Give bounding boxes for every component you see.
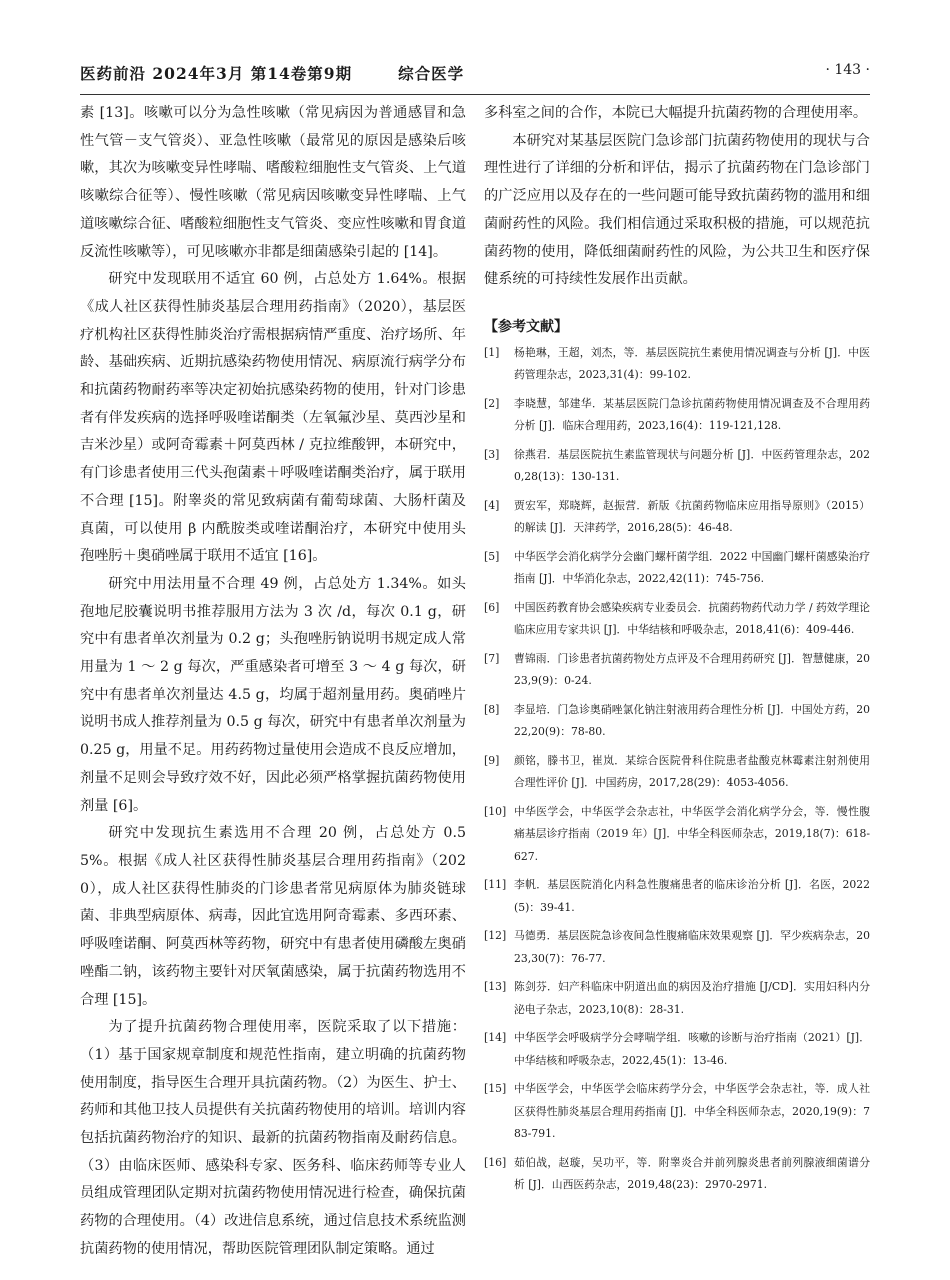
reference-item xyxy=(484,976,870,1021)
reference-number: [14] xyxy=(484,1031,507,1045)
reference-number: [3] xyxy=(484,447,500,461)
page-header xyxy=(80,56,870,95)
reference-number: [6] xyxy=(484,600,500,614)
reference-number: [7] xyxy=(484,651,500,665)
reference-text: 马德勇．基层医院急诊夜间急性腹痛临床效果观察 [J]．罕少疾病杂志，2023,30(7)：76-77. xyxy=(514,929,870,965)
reference-item xyxy=(484,546,870,591)
reference-number: [9] xyxy=(484,753,500,767)
reference-item xyxy=(484,1078,870,1146)
reference-item xyxy=(484,874,870,919)
reference-text: 陈剑芬．妇产科临床中阴道出血的病因及治疗措施 [J/CD]．实用妇科内分泌电子杂志，2023,10(8)：28-31. xyxy=(514,980,870,1016)
body-paragraph: 为了提升抗菌药物合理使用率，医院采取了以下措施：（1）基于国家规章制度和规范性指南，建立明确的抗菌药物使用制度，指导医生合理开具抗菌药物。（2）为医生、护士、药师和其他卫技人员提供有关抗菌药物使用的培训。培训内容包括抗菌药物治疗的知识、最新的抗菌药物指南及耐药信息。（3）由临床医师、感染科专家、医务科、临床药师等专业人员组成管理团队定期对抗菌药物使用情况进行检查，确保抗菌药物的合理使用。（4）改进信息系统，通过信息技术系统监测抗菌药物的使用情况，帮助医院管理团队制定策略。通过 xyxy=(80,1019,466,1257)
reference-text: 颜铭，滕书卫，崔岚．某综合医院骨科住院患者盐酸克林霉素注射剂使用合理性评价 [J]．中国药房，2017,28(29)：4053-4056. xyxy=(514,753,870,790)
reference-item xyxy=(484,393,870,438)
journal-issue: 医药前沿 2024年3月 第14卷第9期 xyxy=(80,64,353,83)
body-paragraph: 本研究对某基层医院门急诊部门抗菌药物使用的现状与合理性进行了详细的分析和评估，揭示了抗菌药物在门急诊部门的广泛应用以及存在的一些问题可能导致抗菌药物的滥用和细菌耐药性的风险。我们相信通过采取积极的措施，可以规范抗菌药物的使用，降低细菌耐药性的风险，为公共卫生和医疗保健系统的可持续性发展作出贡献。 xyxy=(484,132,870,288)
reference-text: 中华医学会，中华医学会临床药学分会，中华医学会杂志社，等．成人社区获得性肺炎基层合理用药指南 [J]．中华全科医师杂志，2020,19(9)：783-791. xyxy=(514,1082,870,1141)
reference-item xyxy=(484,801,870,869)
reference-number: [1] xyxy=(484,345,500,359)
body-paragraph: 研究中用法用量不合理 49 例，占总处方 1.34%。如头孢地尼胶囊说明书推荐服用方法为 3 次 /d，每次 0.1 g，研究中有患者单次剂量为 0.2 g；头孢唑肟钠说明书规定成人常用量为 1 ～ 2 g 每次，严重感染者可增至 3 ～ 4 g 每次，研究中有患者单次剂量达 4.5 g，均属于超剂量用药。奥硝唑片说明书成人推荐剂量为 0.5 g 每次，研究中有患者单次剂量为 0.25 g，用量不足。用药药物过量使用会造成不良反应增加，剂量不足则会导致疗效不好，因此必须严格掌握抗菌药物使用剂量 [6]。 xyxy=(80,575,466,814)
reference-number: [10] xyxy=(484,804,507,818)
header-journal-info xyxy=(80,62,464,84)
reference-number: [13] xyxy=(484,980,507,994)
reference-item xyxy=(484,648,870,693)
reference-text: 杨艳琳，王超，刘杰，等．基层医院抗生素使用情况调查与分析 [J]．中医药管理杂志，2023,31(4)：99-102. xyxy=(514,345,870,382)
reference-number: [5] xyxy=(484,549,500,563)
reference-text: 中华医学会呼吸病学分会哮喘学组．咳嗽的诊断与治疗指南（2021）[J]．中华结核和呼吸杂志，2022,45(1)：13-46. xyxy=(514,1031,870,1067)
reference-item xyxy=(484,444,870,489)
page-number: · 143 · xyxy=(825,62,870,78)
reference-number: [16] xyxy=(484,1155,507,1169)
reference-number: [4] xyxy=(484,498,500,512)
reference-number: [8] xyxy=(484,702,500,716)
reference-text: 贾宏军，郑晓辉，赵振营．新版《抗菌药物临床应用指导原则》（2015）的解读 [J]．天津药学，2016,28(5)：46-48. xyxy=(514,498,870,535)
reference-item xyxy=(484,342,870,387)
reference-item xyxy=(484,597,870,642)
reference-text: 曹锦雨．门诊患者抗菌药物处方点评及不合理用药研究 [J]．智慧健康，2023,9(9)：0-24. xyxy=(514,651,870,688)
right-column xyxy=(484,100,870,1203)
references-heading: 【参考文献】 xyxy=(484,318,568,335)
reference-number: [12] xyxy=(484,929,507,943)
reference-item xyxy=(484,699,870,744)
reference-text: 李帆．基层医院消化内科急性腹痛患者的临床诊治分析 [J]．名医，2022(5)：39-41. xyxy=(514,878,870,914)
body-paragraph: 研究中发现抗生素选用不合理 20 例，占总处方 0.55%。根据《成人社区获得性肺炎基层合理用药指南》（2020），成人社区获得性肺炎的门诊患者常见病原体为肺炎链球菌、非典型病原体、病毒，因此宜选用阿奇霉素、多西环素、呼吸喹诺酮、阿莫西林等药物，研究中有患者使用磷酸左奥硝唑酯二钠，该药物主要针对厌氧菌感染，属于抗菌药物选用不合理 [15]。 xyxy=(80,825,466,1008)
reference-item xyxy=(484,750,870,795)
reference-number: [15] xyxy=(484,1082,507,1096)
reference-text: 李显培．门急诊奥硝唑氯化钠注射液用药合理性分析 [J]．中国处方药，2022,20(9)：78-80. xyxy=(514,702,870,739)
body-paragraph: 素 [13]。咳嗽可以分为急性咳嗽（常见病因为普通感冒和急性气管－支气管炎）、亚急性咳嗽（最常见的原因是感染后咳嗽，其次为咳嗽变异性哮喘、嗜酸粒细胞性支气管炎、上气道咳嗽综合征等）、慢性咳嗽（常见病因咳嗽变异性哮喘、上气道咳嗽综合征、嗜酸粒细胞性支气管炎、变应性咳嗽和胃食道反流性咳嗽等），可见咳嗽亦非都是细菌感染引起的 [14]。 xyxy=(80,105,466,260)
reference-text: 中华医学会，中华医学会杂志社，中华医学会消化病学分会，等．慢性腹痛基层诊疗指南（2019 年）[J]．中华全科医师杂志，2019,18(7)：618-627. xyxy=(514,804,870,863)
reference-item xyxy=(484,1027,870,1072)
reference-text: 茹伯战，赵璇，吴功平，等．附睾炎合并前列腺炎患者前列腺液细菌谱分析 [J]．山西医药杂志，2019,48(23)：2970-2971. xyxy=(514,1155,870,1192)
reference-text: 徐燕君．基层医院抗生素监管现状与问题分析 [J]．中医药管理杂志，2020,28(13)：130-131. xyxy=(514,447,870,484)
reference-item xyxy=(484,1152,870,1197)
reference-text: 中华医学会消化病学分会幽门螺杆菌学组．2022 中国幽门螺杆菌感染治疗指南 [J]．中华消化杂志，2022,42(11)：745-756. xyxy=(514,549,870,586)
section-name: 综合医学 xyxy=(398,64,465,83)
reference-item xyxy=(484,925,870,970)
reference-text: 中国医药教育协会感染疾病专业委员会．抗菌药物药代动力学 / 药效学理论临床应用专家共识 [J]．中华结核和呼吸杂志，2018,41(6)：409-446. xyxy=(514,600,870,637)
body-paragraph: 研究中发现联用不适宜 60 例，占总处方 1.64%。根据《成人社区获得性肺炎基层合理用药指南》（2020），基层医疗机构社区获得性肺炎治疗需根据病情严重度、治疗场所、年龄、基础疾病、近期抗感染药物使用情况、病原流行病学分布和抗菌药物耐药率等决定初始抗感染药物的使用，针对门诊患者有伴发疾病的选择呼吸喹诺酮类（左氧氟沙星、莫西沙星和吉米沙星）或阿奇霉素＋阿莫西林 / 克拉维酸钾，本研究中，有门诊患者使用三代头孢菌素＋呼吸喹诺酮类治疗，属于联用不合理 [15]。附睾炎的常见致病菌有葡萄球菌、大肠杆菌及真菌，可以使用 β 内酰胺类或喹诺酮治疗，本研究中使用头孢唑肟＋奥硝唑属于联用不适宜 [16]。 xyxy=(80,271,466,565)
reference-text: 李晓慧，邹建华．某基层医院门急诊抗菌药物使用情况调查及不合理用药分析 [J]．临床合理用药，2023,16(4)：119-121,128. xyxy=(514,396,870,433)
reference-list xyxy=(484,342,870,1197)
reference-number: [11] xyxy=(484,878,507,892)
left-column xyxy=(80,100,466,1264)
reference-item xyxy=(484,495,870,540)
body-paragraph: 多科室之间的合作，本院已大幅提升抗菌药物的合理使用率。 xyxy=(484,105,868,121)
reference-number: [2] xyxy=(484,396,500,410)
